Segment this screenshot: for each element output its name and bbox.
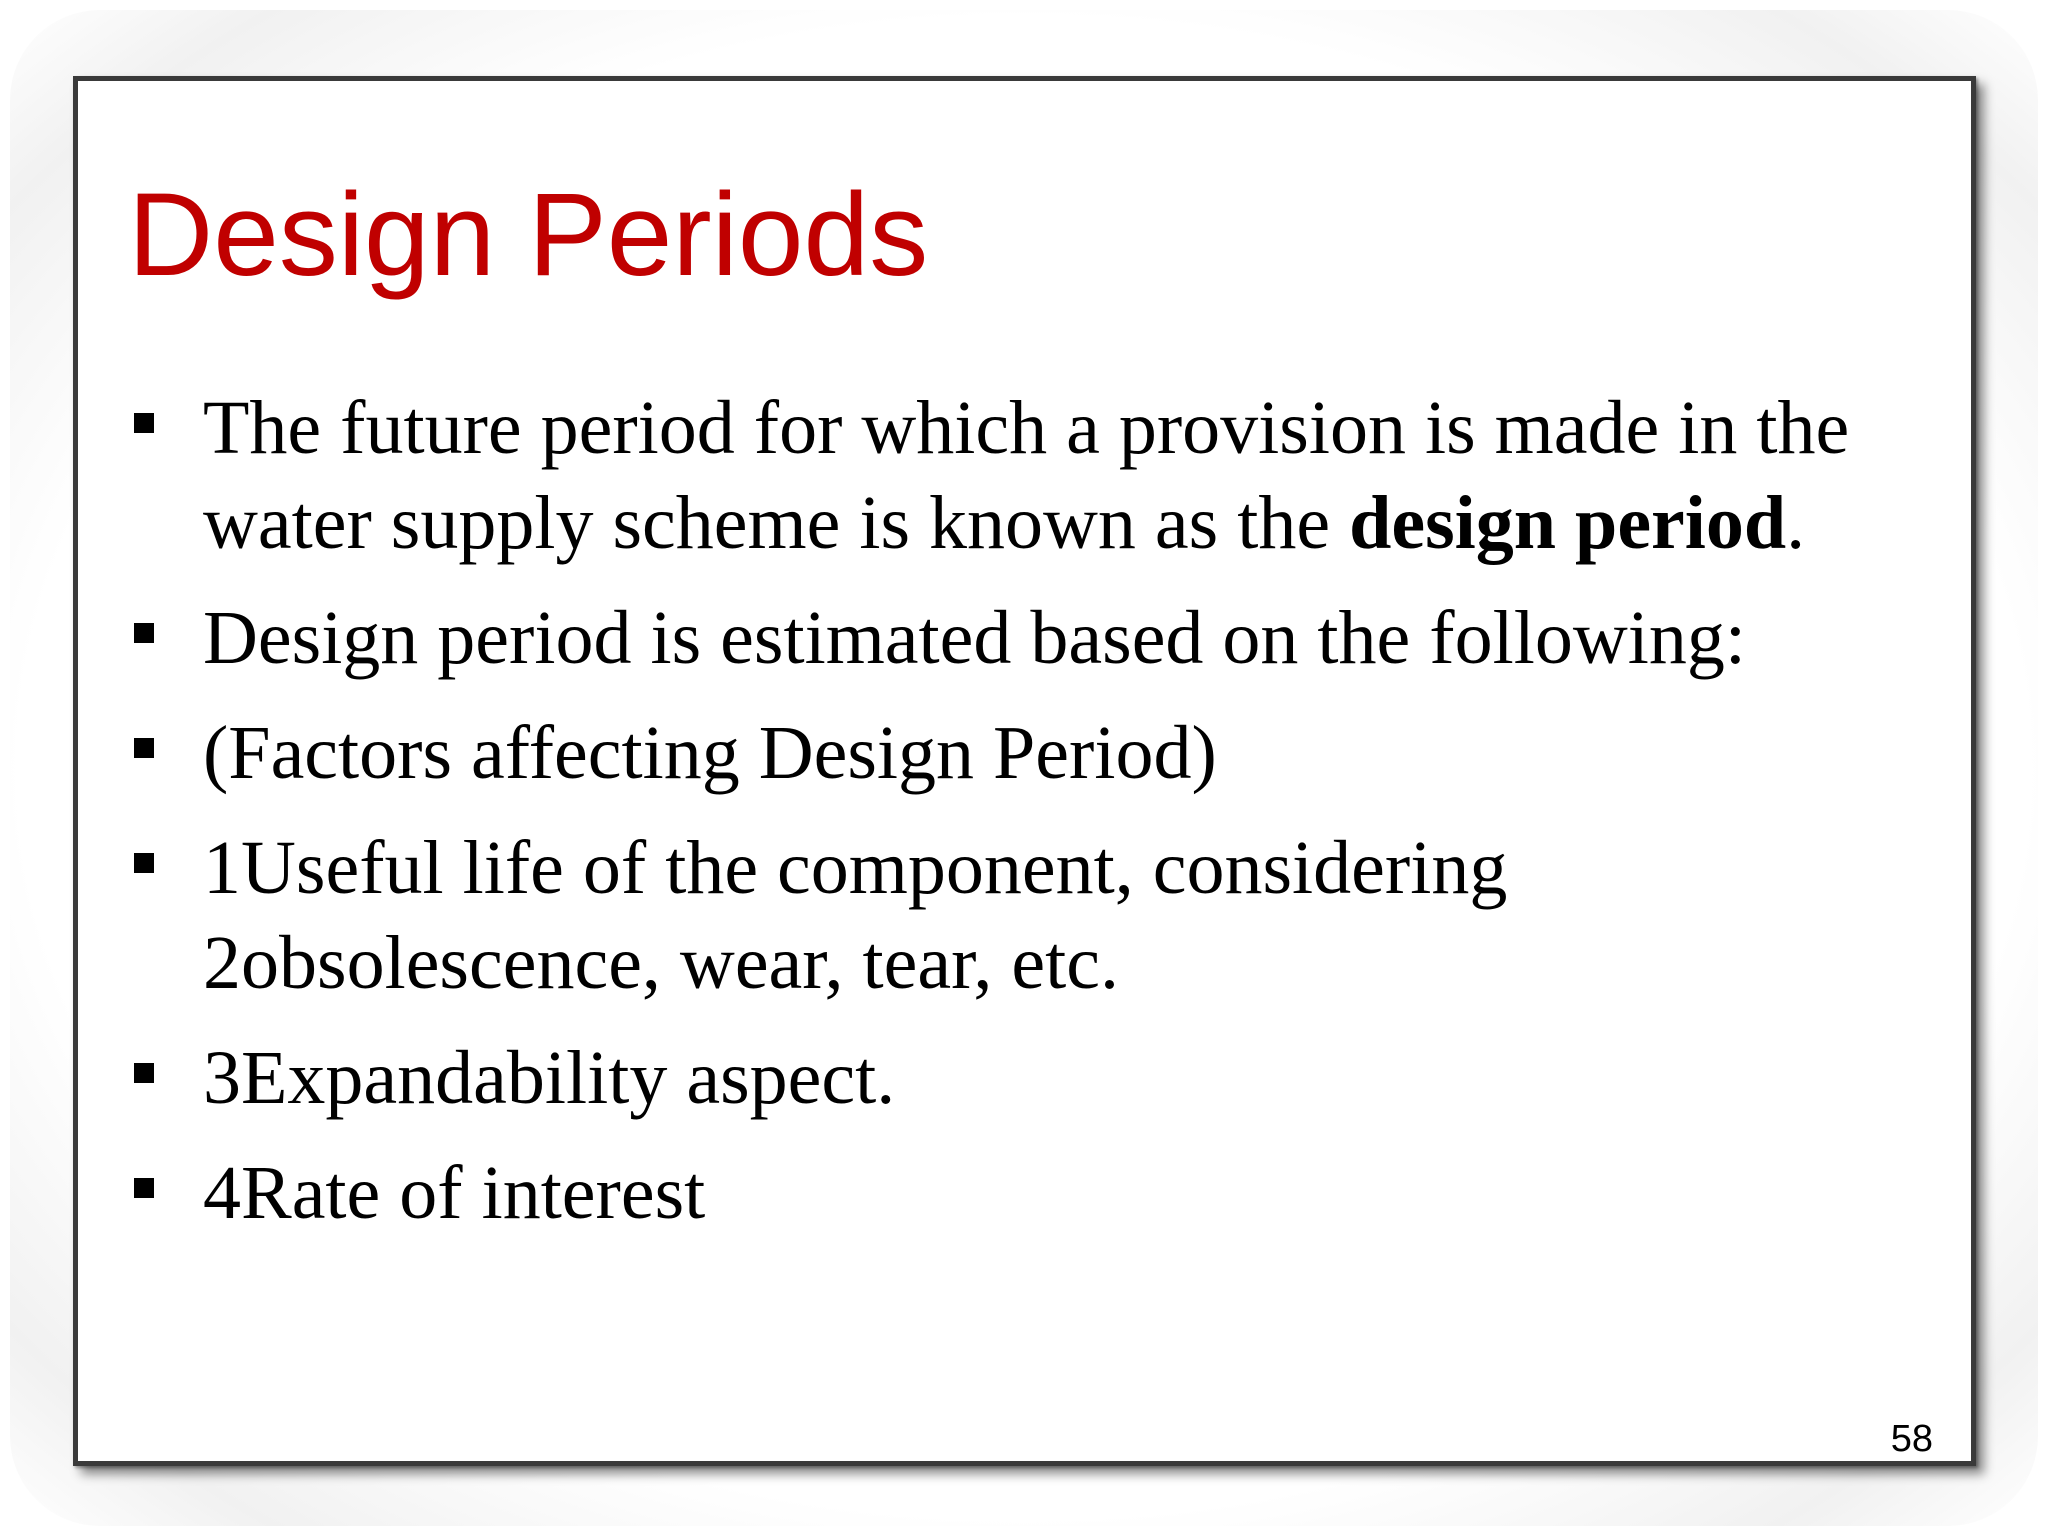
square-bullet-icon — [134, 1178, 154, 1198]
bullet-text: Design period is estimated based on the following: — [203, 596, 1746, 680]
bullet-item-useful-life — [128, 821, 1958, 1011]
page-number: 58 — [1890, 1418, 1933, 1460]
square-bullet-icon — [134, 1063, 154, 1083]
square-bullet-icon — [134, 413, 154, 433]
bullet-text: (Factors affecting Design Period) — [203, 711, 1217, 795]
bullet-text: 3Expandability aspect. — [203, 1036, 896, 1120]
bullet-text-end: . — [1786, 481, 1806, 565]
bullet-list — [128, 381, 1958, 1261]
bullet-item-rate-of-interest — [128, 1146, 1958, 1241]
bullet-item-factors-heading — [128, 706, 1958, 801]
bullet-text: The future period for which a provision is made in the water supply scheme is known as the — [203, 386, 1850, 565]
bullet-text: 4Rate of interest — [203, 1151, 706, 1235]
square-bullet-icon — [134, 623, 154, 643]
slide-title: Design Periods — [128, 169, 929, 301]
bullet-item-estimation — [128, 591, 1958, 686]
square-bullet-icon — [134, 853, 154, 873]
bullet-bold-term: design period — [1349, 481, 1787, 565]
square-bullet-icon — [134, 738, 154, 758]
slide — [73, 76, 1976, 1466]
bullet-item-expandability — [128, 1031, 1958, 1126]
bullet-text: 1Useful life of the component, considering 2obsolescence, wear, tear, etc. — [203, 826, 1508, 1005]
bullet-item-design-period-definition — [128, 381, 1958, 571]
